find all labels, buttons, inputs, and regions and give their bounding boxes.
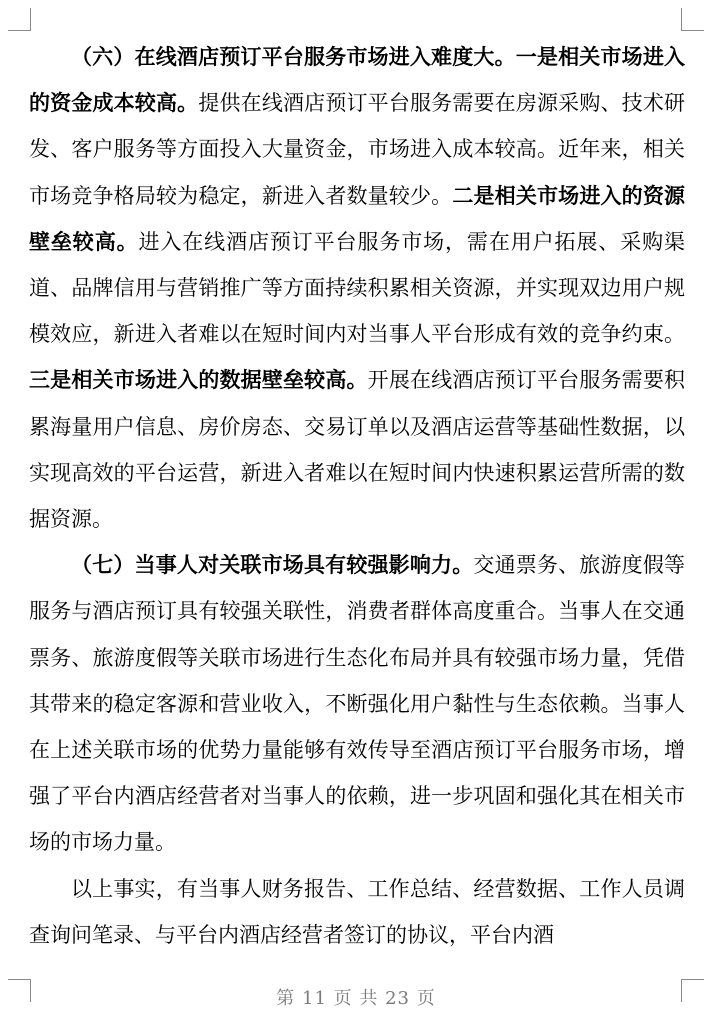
- heading-resource-barrier: 二是相关市场进入的资源壁垒较高。: [29, 182, 686, 254]
- heading-data-barrier: 三是相关市场进入的数据壁垒较高。: [29, 367, 368, 393]
- paragraph-related-markets: [29, 542, 685, 865]
- paragraph-evidence: [29, 866, 685, 958]
- text-evidence: 以上事实，有当事人财务报告、工作总结、经营数据、工作人员调查询问笔录、与平台内酒店经营者签订的协议，平台内酒: [29, 876, 685, 947]
- text-data-barrier: 开展在线酒店预订平台服务需要积累海量用户信息、房价房态、交易订单以及酒店运营等基础性数据，以实现高效的平台运营，新进入者难以在短时间内快速积累运营所需的数据资源。: [29, 368, 686, 532]
- crop-mark-top-left: [8, 8, 31, 31]
- text-related-market-influence: 交通票务、旅游度假等服务与酒店预订具有较强关联性，消费者群体高度重合。当事人在交通票务、旅游度假等关联市场进行生态化布局并具有较强市场力量，凭借其带来的稳定客源和营业收入，不断强化用户黏性与生态依赖。当事人在上述关联市场的优势力量能够有效传导至酒店预订平台服务市场，增强了平台内酒店经营者对当事人的依赖，进一步巩固和强化其在相关市场的市场力量。: [29, 553, 686, 855]
- heading-related-market-influence: （七）当事人对关联市场具有较强影响力。: [71, 552, 474, 578]
- crop-mark-top-right: [681, 8, 704, 31]
- document-body: [29, 34, 685, 958]
- heading-market-entry-difficulty: （六）在线酒店预订平台服务市场进入难度大。一是相关市场进入的资金成本较高。: [29, 44, 685, 116]
- text-resource-barrier: 进入在线酒店预订平台服务市场，需在用户拓展、采购渠道、品牌信用与营销推广等方面持续积累相关资源，并实现双边用户规模效应，新进入者难以在短时间内对当事人平台形成有效的竞争约束。: [29, 229, 685, 347]
- page-number: 第 11 页 共 23 页: [276, 988, 436, 1009]
- paragraph-market-entry: [29, 34, 685, 542]
- text-capital-cost: 提供在线酒店预订平台服务需要在房源采购、技术研发、客户服务等方面投入大量资金，市场进入成本较高。近年来，相关市场竞争格局较为稳定，新进入者数量较少。: [29, 91, 686, 208]
